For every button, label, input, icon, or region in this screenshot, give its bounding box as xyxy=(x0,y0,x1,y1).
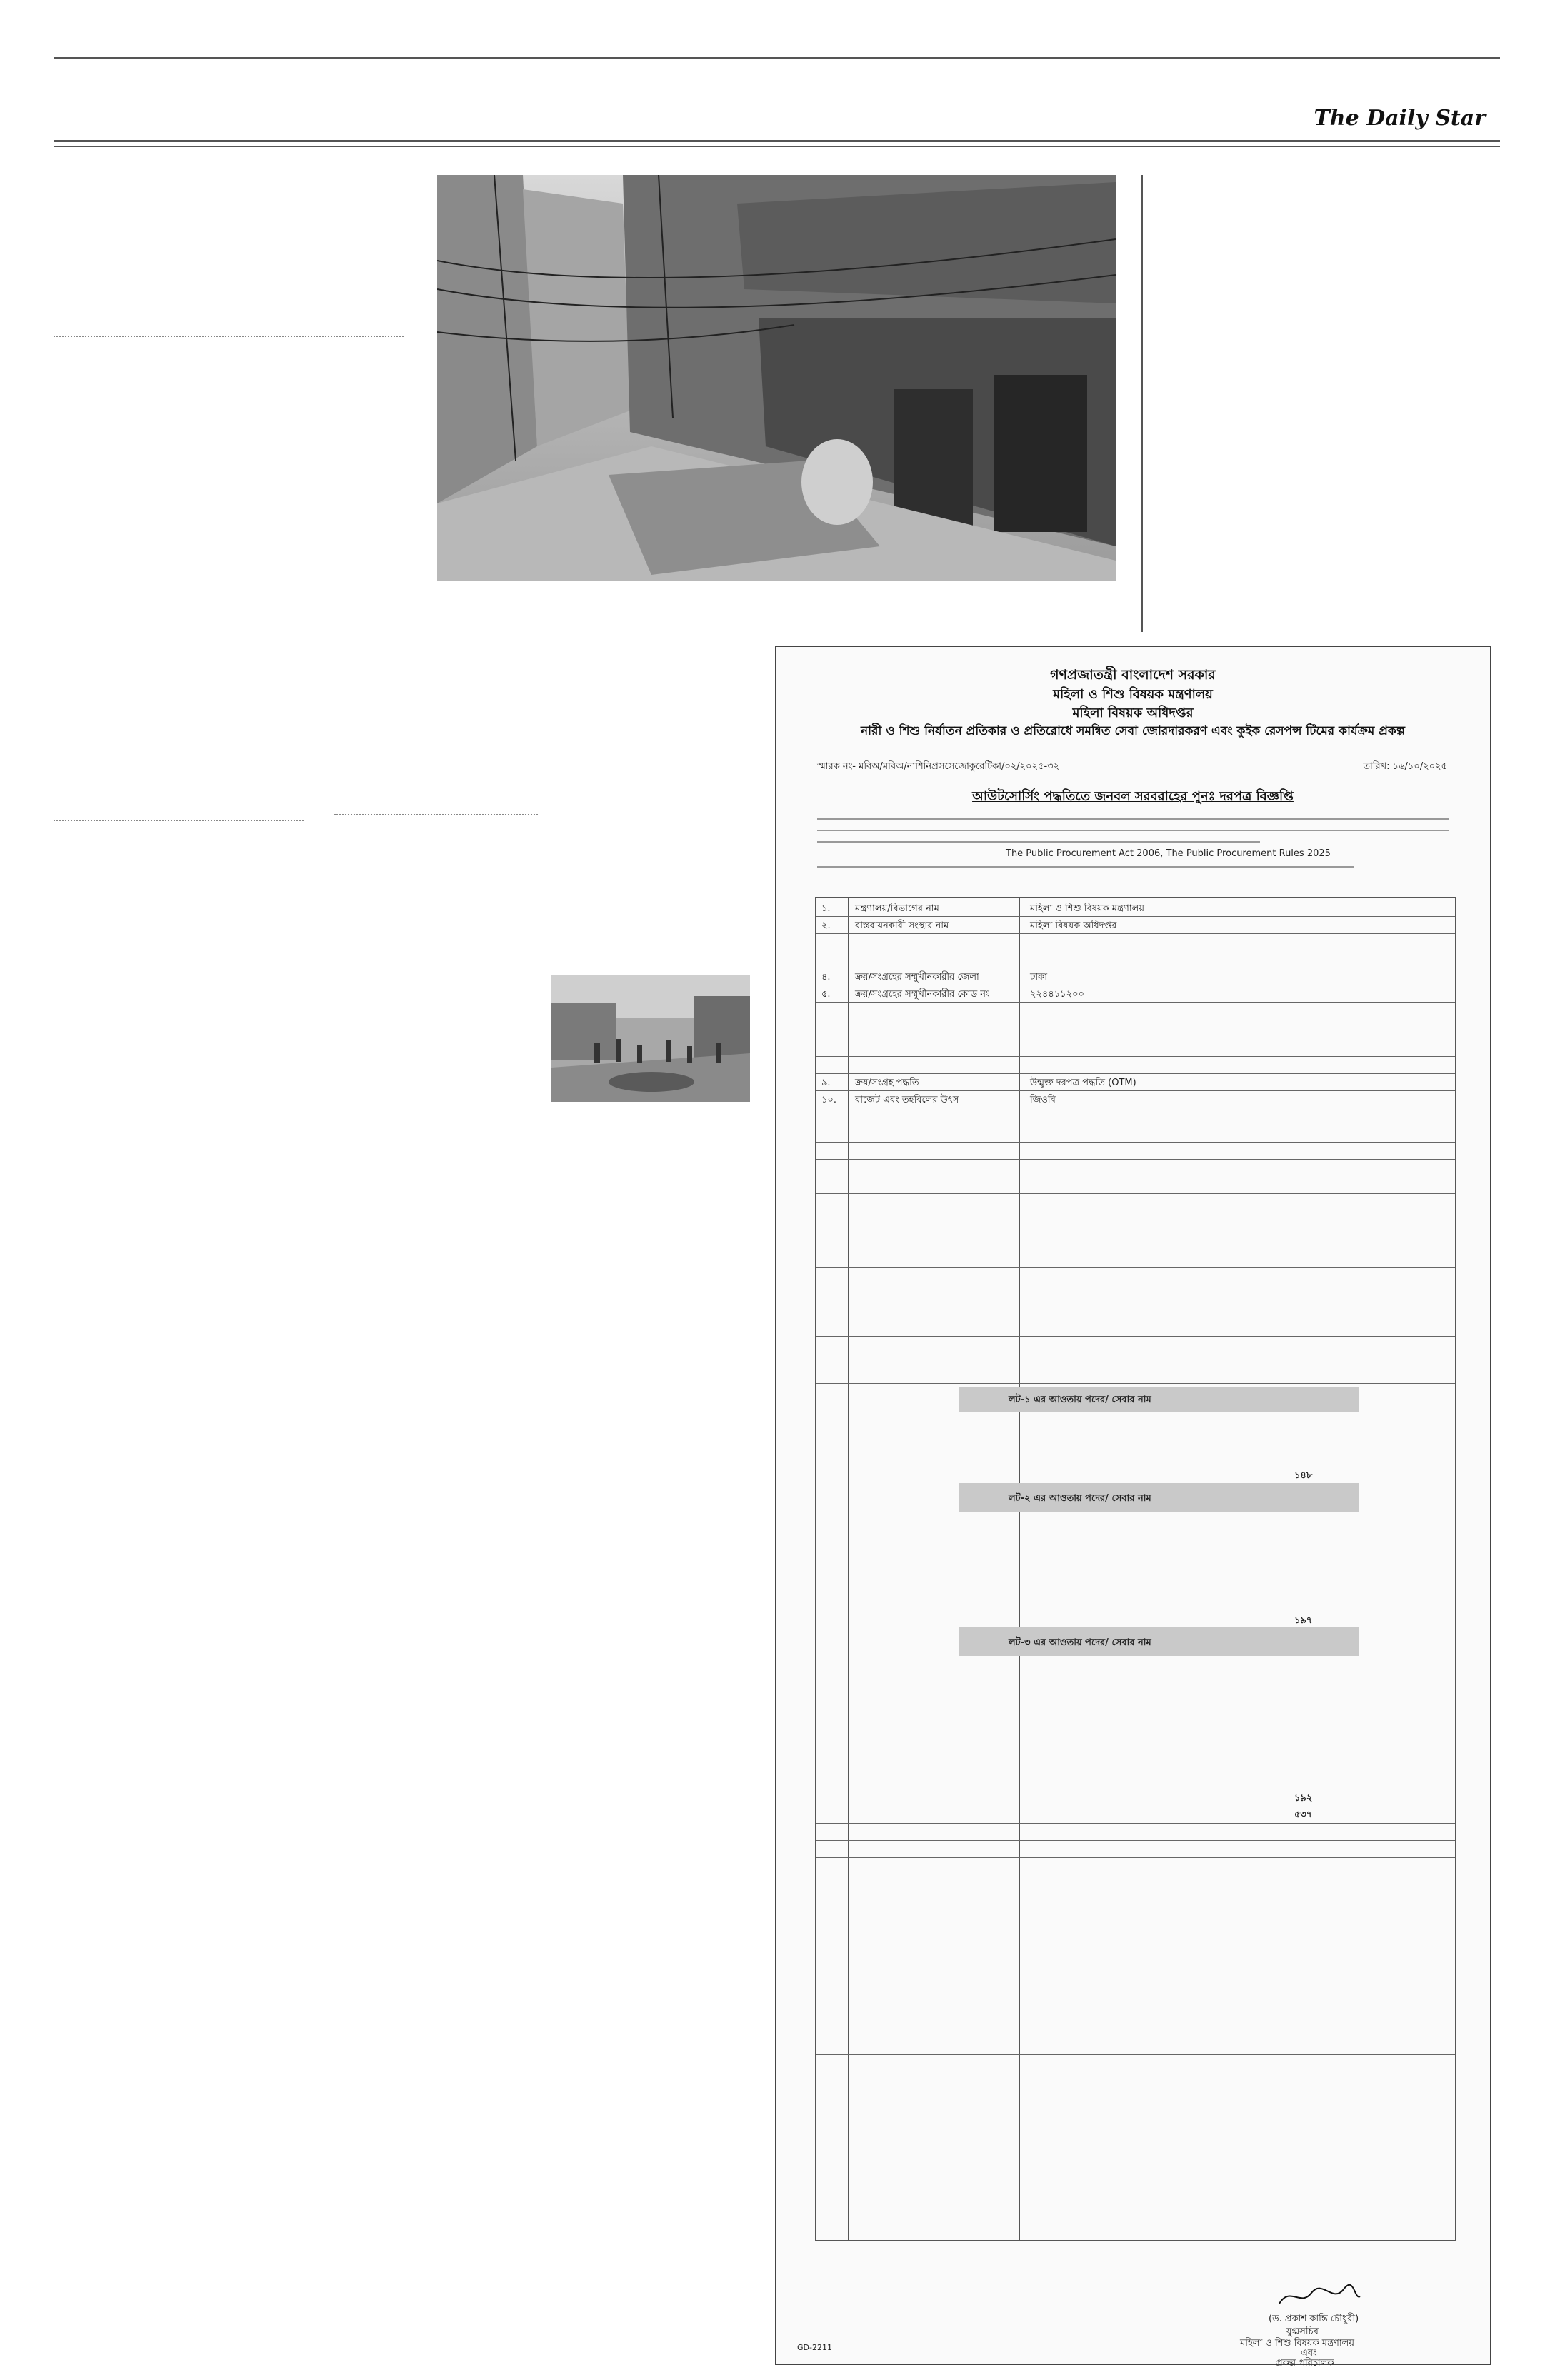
notice-title: আউটসোর্সিং পদ্ধতিতে জনবল সরবরাহের পুনঃ দরপত্র বিজ্ঞপ্তি xyxy=(972,789,1294,804)
row-5-value: ২২৪৪১১২০০ xyxy=(1030,989,1085,1000)
gd-code: GD-2211 xyxy=(797,2343,832,2352)
row-9-label: ক্রয়/সংগ্রহ পদ্ধতি xyxy=(855,1078,919,1088)
signer-title: যুগ্মসচিব xyxy=(1286,2326,1319,2337)
row-4-value: ঢাকা xyxy=(1030,972,1047,983)
notice-heading-2: মহিলা ও শিশু বিষয়ক মন্ত্রণালয় xyxy=(1053,687,1213,702)
lot-2-title: লট-২ এর আওতায় পদের/ সেবার নাম xyxy=(1009,1493,1151,1504)
left-divider-2 xyxy=(54,820,304,821)
notice-heading-1: গণপ্রজাতন্ত্রী বাংলাদেশ সরকার xyxy=(1050,667,1216,683)
notice-table xyxy=(815,897,1456,2241)
header-rule-2 xyxy=(54,146,1500,147)
tender-notice xyxy=(775,646,1491,2369)
lot-1-title: লট-১ এর আওতায় পদের/ সেবার নাম xyxy=(1009,1395,1151,1405)
row-10-label: বাজেট এবং তহবিলের উৎস xyxy=(855,1095,959,1105)
signer-ministry: মহিলা ও শিশু বিষয়ক মন্ত্রণালয় xyxy=(1240,2338,1355,2349)
signer-name: (ড. প্রকাশ কান্তি চৌধুরী) xyxy=(1269,2314,1359,2324)
row-5-label: ক্রয়/সংগ্রহের সম্মুখীনকারীর কোড নং xyxy=(855,989,990,1000)
row-1-no: ১. xyxy=(821,903,831,914)
row-5-no: ৫. xyxy=(821,989,831,1000)
signer-and: এবং xyxy=(1301,2348,1317,2359)
intro-paragraph xyxy=(817,813,1449,868)
row-10-value: জিওবি xyxy=(1030,1095,1056,1105)
notice-heading-3: মহিলা বিষয়ক অধিদপ্তর xyxy=(1072,706,1194,720)
column-vertical-rule xyxy=(1141,175,1143,632)
lot-1-subtotal: ১৪৮ xyxy=(1294,1470,1313,1481)
row-2-label: বাস্তবায়নকারী সংস্থার নাম xyxy=(855,920,949,931)
row-1-value: মহিলা ও শিশু বিষয়ক মন্ত্রণালয় xyxy=(1030,903,1145,914)
signer-role: প্রকল্প পরিচালক xyxy=(1276,2358,1334,2369)
row-4-label: ক্রয়/সংগ্রহের সম্মুখীনকারীর জেলা xyxy=(855,972,979,983)
lot-3-subtotal: ১৯২ xyxy=(1294,1793,1313,1804)
header-rule-1 xyxy=(54,140,1500,142)
memo-number: স্মারক নং- মবিঅ/মবিঅ/নাশিনিপ্রসসেজোকুরেটিকা/০২/২০২৫-৩২ xyxy=(817,761,1060,772)
top-rule xyxy=(54,57,1500,59)
row-2-no: ২. xyxy=(821,920,831,931)
notice-heading-4: নারী ও শিশু নির্যাতন প্রতিকার ও প্রতিরোধে সমন্বিত সেবা জোরদারকরণ এবং কুইক রেসপন্স টিমের কার্যক্রম প্রকল্প xyxy=(861,724,1405,738)
left-divider-3 xyxy=(334,814,538,815)
row-10-no: ১০. xyxy=(821,1095,837,1105)
grand-total: ৫৩৭ xyxy=(1294,1809,1313,1820)
notice-date: তারিখ: ১৬/১০/২০২৫ xyxy=(1363,761,1447,772)
row-9-value: উন্মুক্ত দরপত্র পদ্ধতি (OTM) xyxy=(1030,1078,1136,1088)
row-2-value: মহিলা বিষয়ক অধিদপ্তর xyxy=(1030,920,1117,931)
act-reference: The Public Procurement Act 2006, The Public Procurement Rules 2025 xyxy=(1003,848,1334,859)
row-9-no: ৯. xyxy=(821,1078,831,1088)
lot-3-title: লট-৩ এর আওতায় পদের/ সেবার নাম xyxy=(1009,1637,1151,1648)
news-photo-street-crowd xyxy=(551,975,750,1102)
left-divider-1 xyxy=(54,336,404,337)
row-4-no: ৪. xyxy=(821,972,831,983)
lot-2-subtotal: ১৯৭ xyxy=(1294,1615,1313,1626)
news-photo-collapsed-buildings xyxy=(437,175,1116,581)
signature xyxy=(1276,2282,1361,2311)
row-1-label: মন্ত্রণালয়/বিভাগের নাম xyxy=(855,903,939,914)
masthead-logo: The Daily Star xyxy=(1314,106,1486,131)
